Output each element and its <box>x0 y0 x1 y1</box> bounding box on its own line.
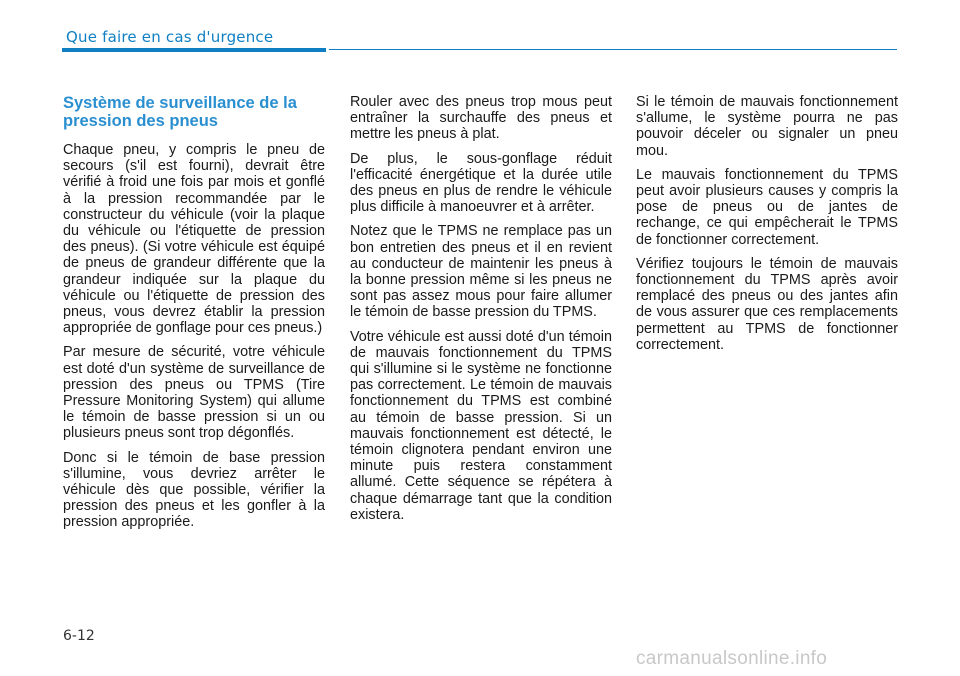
paragraph: De plus, le sous-gonflage réduit l'efficacité énergétique et la durée utile des pneus en plus de rendre le véhicule plus difficile à manoeuvrer et à arrêter. <box>350 150 612 216</box>
paragraph: Vérifiez toujours le témoin de mauvais fonctionnement du TPMS après avoir remplacé des pneus ou des jantes afin de vous assurer que ces remplacements permettent au TPMS de fonctionner correctement. <box>636 255 898 353</box>
chapter-title: Que faire en cas d'urgence <box>66 28 274 46</box>
header-rule <box>329 49 897 50</box>
header-accent-bar <box>62 48 326 52</box>
text-column-3 <box>636 94 898 361</box>
paragraph: Rouler avec des pneus trop mous peut entraîner la surchauffe des pneus et mettre les pneus à plat. <box>350 94 612 143</box>
paragraph: Votre véhicule est aussi doté d'un témoin de mauvais fonctionnement du TPMS qui s'illumine si le système ne fonctionne pas correctement. Le témoin de mauvais fonctionnement du TPMS est combiné au témoin de basse pression. Si un mauvais fonctionnement est détecté, le témoin clignotera pendant environ une minute puis restera constamment allumé. Cette séquence se répétera à chaque démarrage tant que la condition existera. <box>350 328 612 523</box>
paragraph: Donc si le témoin de base pression s'illumine, vous devriez arrêter le véhicule dès que possible, vérifier la pression des pneus et les gonfler à la pression appropriée. <box>63 449 325 531</box>
paragraph: Chaque pneu, y compris le pneu de secours (s'il est fourni), devrait être vérifié à froid une fois par mois et gonflé à la pression recommandée par le constructeur du véhicule (voir la plaque du véhicule ou l'étiquette de pression des pneus). (Si votre véhicule est équipé de pneus de grandeur différente que la grandeur indiquée sur la plaque du véhicule ou l'étiquette de pression des pneus, vous devrez établir la pression appropriée de gonflage pour ces pneus.) <box>63 142 325 337</box>
paragraph: Si le témoin de mauvais fonctionnement s'allume, le système pourra ne pas pouvoir déceler ou signaler un pneu mou. <box>636 94 898 159</box>
paragraph: Notez que le TPMS ne remplace pas un bon entretien des pneus et il en revient au conducteur de maintenir les pneus à la bonne pression même si les pneus ne sont pas assez mous pour faire allumer le témoin de basse pression du TPMS. <box>350 223 612 321</box>
text-column-1 <box>63 94 325 539</box>
watermark: carmanualsonline.info <box>636 648 828 669</box>
section-title: Système de surveillance de la pression des pneus <box>63 94 297 130</box>
paragraph: Le mauvais fonctionnement du TPMS peut avoir plusieurs causes y compris la pose de pneus ou de jantes de rechange, ce qui empêcherait le TPMS de fonctionner correctement. <box>636 166 898 248</box>
page-number: 6-12 <box>63 628 95 644</box>
text-column-2 <box>350 94 612 531</box>
paragraph: Par mesure de sécurité, votre véhicule est doté d'un système de surveillance de pression des pneus ou TPMS (Tire Pressure Monitoring System) qui allume le témoin de basse pression si un ou plusieurs pneus sont trop dégonflés. <box>63 344 325 442</box>
